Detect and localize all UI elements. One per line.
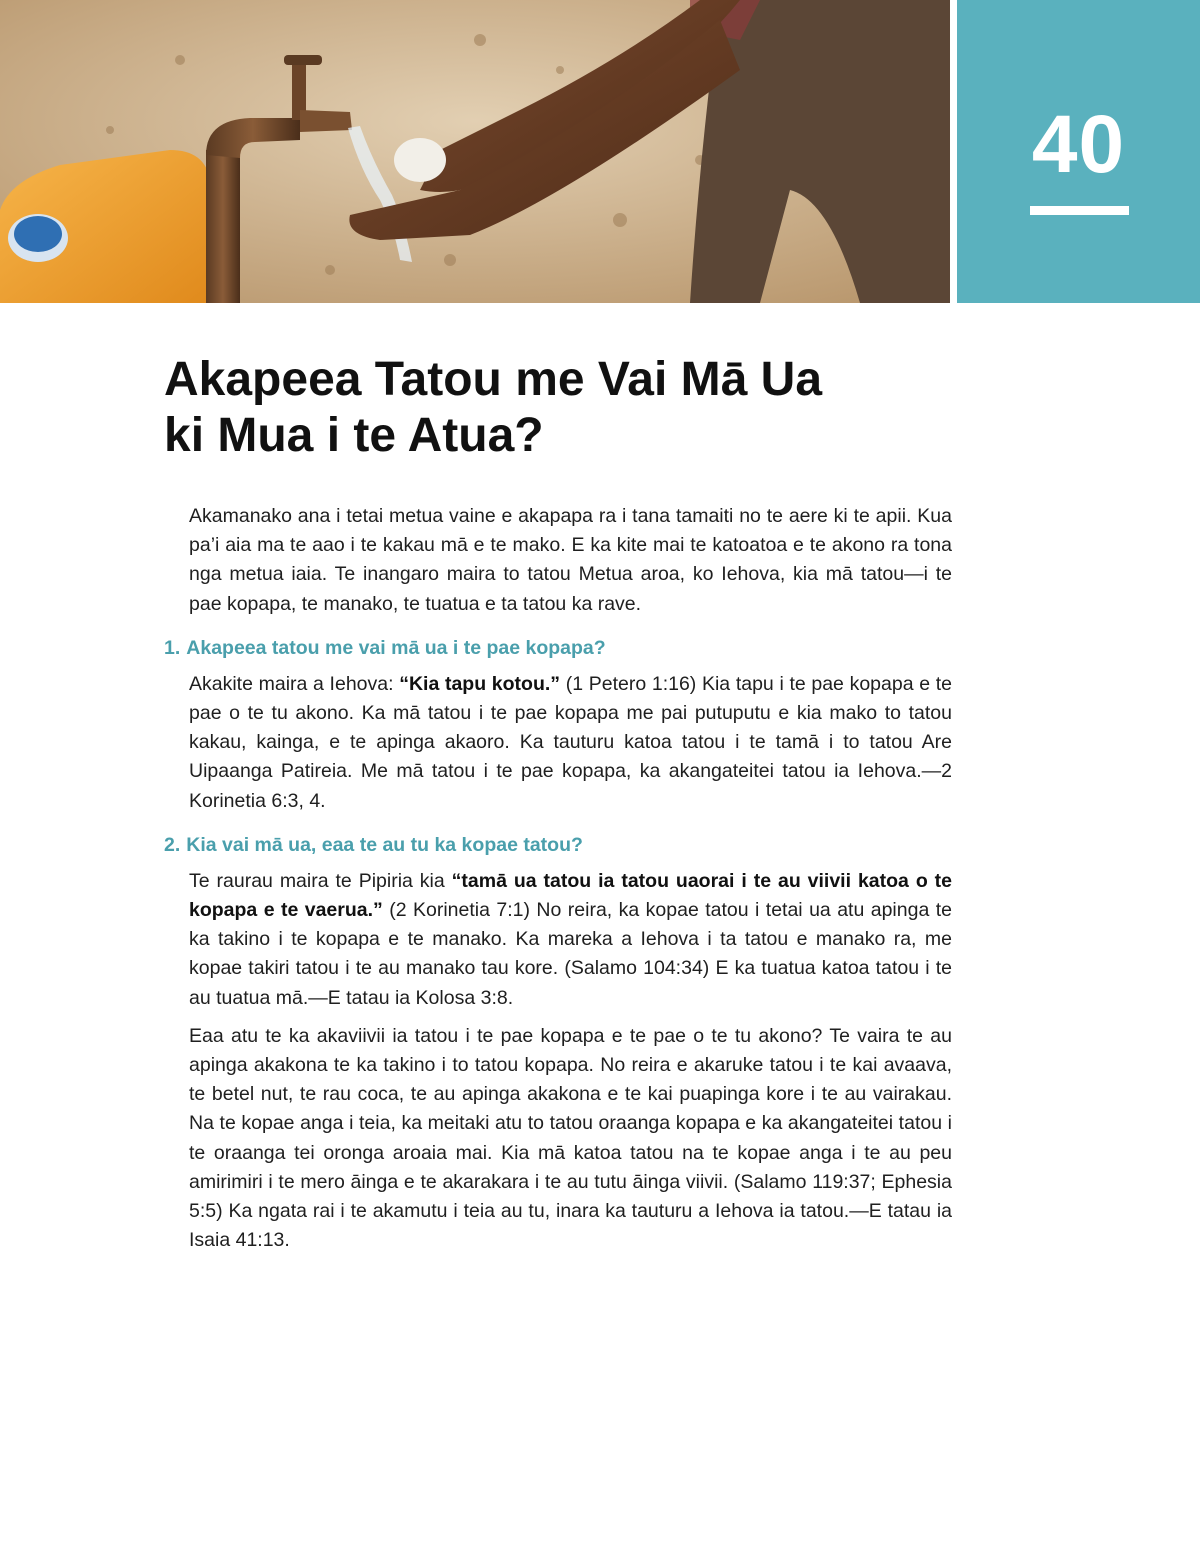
lesson-number-box — [957, 0, 1200, 303]
page-title-line-1: Akapeea Tatou me Vai Mā Ua — [164, 353, 823, 406]
intro-paragraph: Akamanako ana i tetai metua vaine e akapapa ra i tana tamaiti no te aere ki te apii. Kua pa’i aia ma te aao i te kakau mā e te mako. E ka kite mai te katoatoa e te akono ra tona nga metua iaia. Te inangaro maira to tatou Metua aroa, ko Iehova, kia mā tatou—i te pae kopapa, te manako, te tuatua e ta tatou ka rave. — [189, 505, 952, 615]
section-1-paragraph — [189, 670, 952, 816]
hero-image — [0, 0, 950, 303]
section-number-1: 1. — [164, 636, 181, 659]
lesson-number: 40 — [1031, 99, 1126, 190]
section-number-2: 2. — [164, 833, 181, 856]
section-2-scripture-quote: “tamā ua tatou ia tatou uaorai i te au viivii katoa o te kopapa e te vaerua.” — [189, 869, 952, 922]
section-1-text-end: (1 Petero 1:16) Kia tapu i te pae kopapa e te pae o te tu akono. Ka mā tatou i te pae kopapa me pai putuputu e kia mako to tatou kakau, kainga, e te apinga akaoro. Ka tauturu katoa tatou i te tamā i to tatou Are Uipaanga Patireia. Me mā tatou i te pae kopapa, ka akangateitei tatou ia Iehova.—2 Korinetia 6:3, 4. — [189, 672, 952, 812]
section-heading-1 — [164, 634, 952, 663]
section-2-text-end: (2 Korinetia 7:1) No reira, ka kopae tatou i tetai ua atu apinga te ka takino i te kopapa e te manako. Ka mareka a Iehova i ta tatou e manako ra, me kopae takiri tatou i te au manako tau kore. (Salamo 104:34) E ka tuatua katoa tatou i te au tuatua mā.—E tatau ia Kolosa 3:8. — [189, 899, 952, 1009]
section-1-scripture-quote: “Kia tapu kotou.” — [399, 672, 561, 695]
hand-washing-illustration — [0, 0, 950, 303]
page-title — [164, 352, 924, 464]
section-heading-2 — [164, 831, 952, 860]
page-title-line-2: ki Mua i te Atua? — [164, 409, 544, 462]
section-2-paragraph-1 — [189, 867, 952, 1013]
lesson-content — [164, 502, 952, 1255]
section-2-paragraph-2: Eaa atu te ka akaviivii ia tatou i te pae kopapa e te pae o te tu akono? Te vaira te au apinga akakona te ka takino i to tatou kopapa. No reira e akaruke tatou i te kai avaava, te betel nut, te rau coca, te au apinga akakona e te kai puapinga kore i te au vairakau. Na te kopae anga i teia, ka meitaki atu to tatou oraanga kopapa e ka akangateitei tatou i te oraanga tei oronga aroaia mai. Kia mā katoa tatou na te kopae anga i te au peu amirimiri i te mero āinga e te akarakara i te au tutu āinga viivii. (Salamo 119:37; Ephesia 5:5) Ka ngata rai i te akamutu i teia au tu, inara ka tauturu a Iehova ia tatou.—E tatau ia Isaia 41:13. — [189, 1024, 952, 1252]
section-question-2: Kia vai mā ua, eaa te au tu ka kopae tatou? — [186, 833, 583, 856]
lesson-number-underline — [1030, 206, 1129, 215]
section-2-text-start: Te raurau maira te Pipiria kia — [189, 869, 452, 892]
section-1-text-start: Akakite maira a Iehova: — [189, 672, 400, 695]
section-question-1: Akapeea tatou me vai mā ua i te pae kopapa? — [186, 636, 606, 659]
